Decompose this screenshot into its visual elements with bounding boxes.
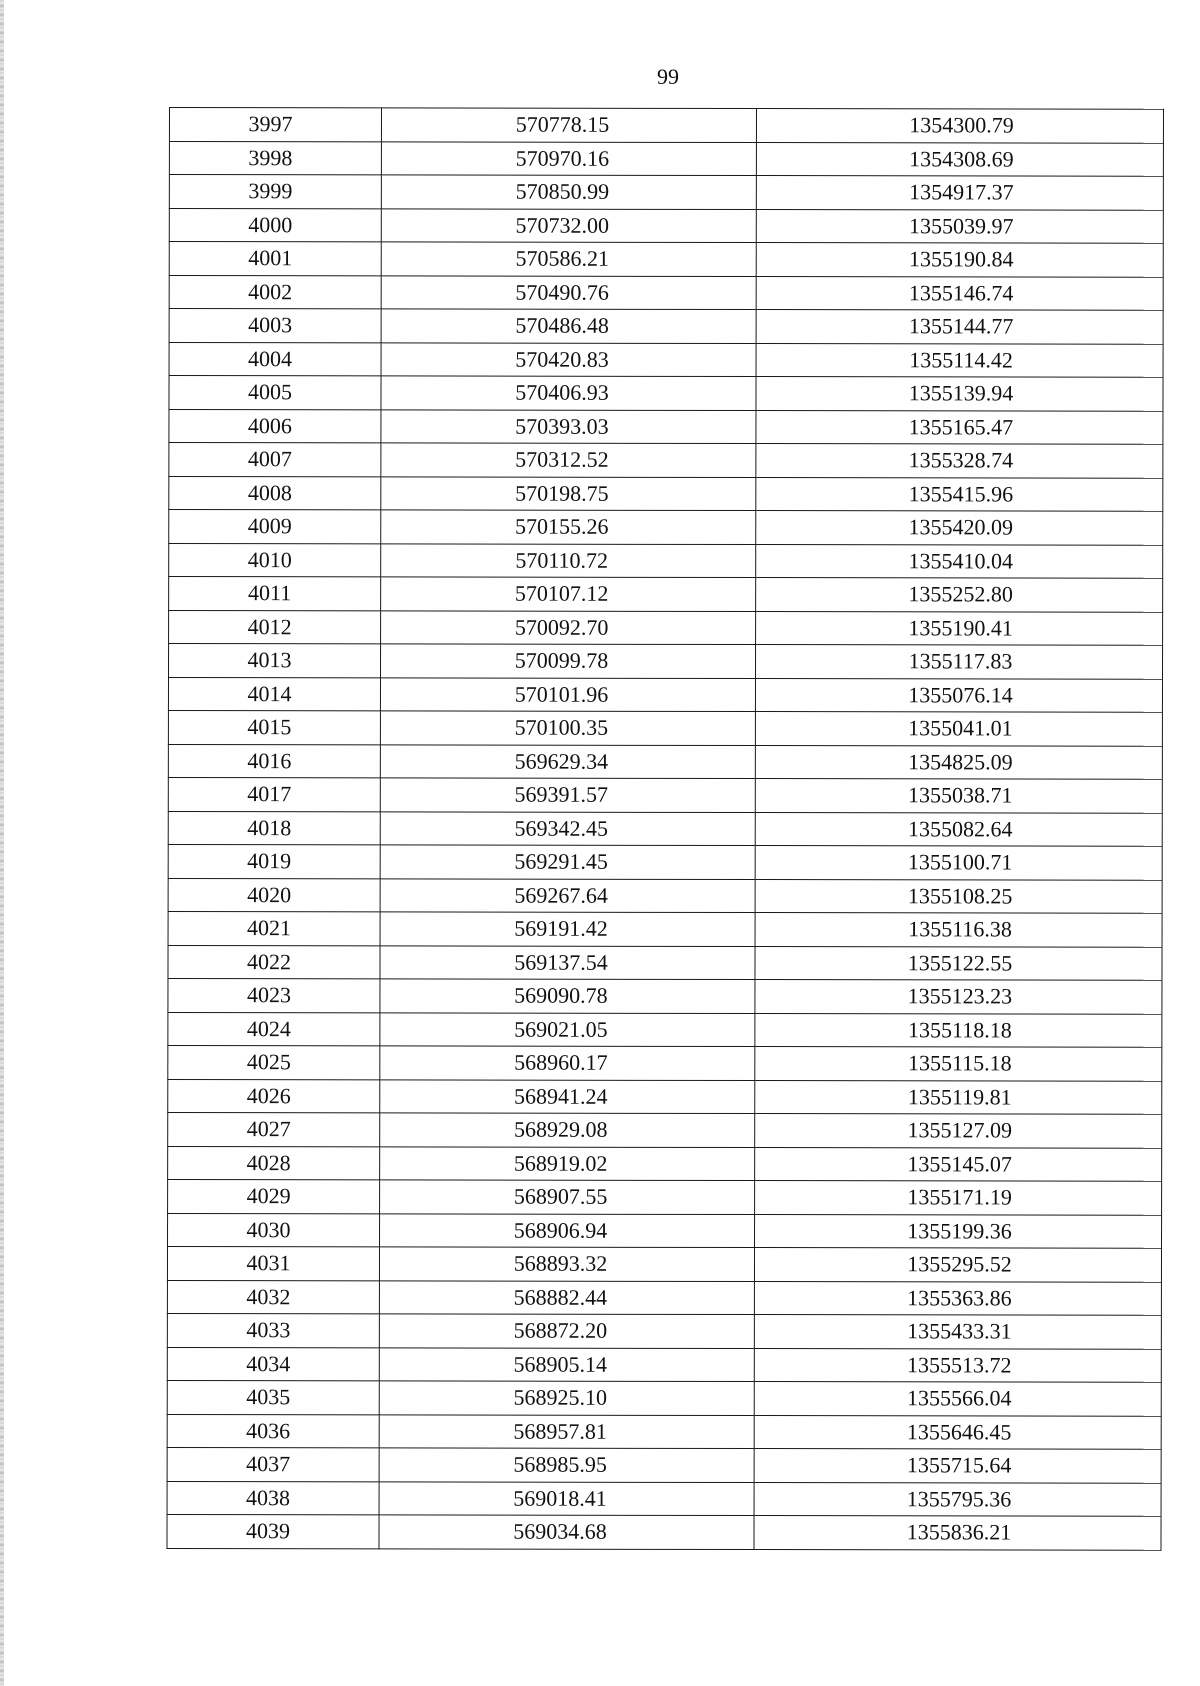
point-number-cell: 4017 (168, 777, 380, 811)
point-number-cell: 4033 (167, 1313, 379, 1347)
y-coordinate-cell: 1355146.74 (756, 276, 1163, 310)
table-row (169, 409, 1163, 444)
point-number-cell: 4018 (168, 811, 380, 845)
table-row (167, 1246, 1161, 1281)
table-row (167, 1481, 1161, 1516)
table-row (168, 1012, 1162, 1047)
page-number: 99 (657, 64, 679, 89)
table-row (169, 510, 1163, 545)
table-row (169, 376, 1163, 411)
table-row (169, 577, 1163, 612)
y-coordinate-cell: 1355039.97 (756, 209, 1163, 243)
y-coordinate-cell: 1355513.72 (754, 1348, 1161, 1382)
table-row (167, 1447, 1161, 1482)
x-coordinate-cell: 569034.68 (379, 1515, 754, 1549)
point-number-cell: 4013 (169, 644, 381, 678)
point-number-cell: 4031 (167, 1246, 379, 1280)
point-number-cell: 4027 (168, 1112, 380, 1146)
table-row (168, 1112, 1162, 1147)
y-coordinate-cell: 1355328.74 (756, 444, 1163, 478)
y-coordinate-cell: 1355115.18 (755, 1047, 1162, 1081)
point-number-cell: 4030 (168, 1213, 380, 1247)
point-number-cell: 4016 (168, 744, 380, 778)
table-row (168, 844, 1162, 879)
y-coordinate-cell: 1355119.81 (755, 1080, 1162, 1114)
point-number-cell: 4022 (168, 945, 380, 979)
table-row (168, 1213, 1162, 1248)
point-number-cell: 4000 (169, 208, 381, 242)
x-coordinate-cell: 568957.81 (379, 1414, 754, 1448)
table-row (169, 342, 1163, 377)
x-coordinate-cell: 570586.21 (381, 242, 756, 276)
point-number-cell: 4003 (169, 309, 381, 343)
y-coordinate-cell: 1355420.09 (756, 511, 1163, 545)
x-coordinate-cell: 568925.10 (379, 1381, 754, 1415)
table-row (168, 911, 1162, 946)
x-coordinate-cell: 570099.78 (381, 644, 756, 678)
table-row (169, 108, 1163, 143)
y-coordinate-cell: 1355646.45 (754, 1415, 1161, 1449)
point-number-cell: 4021 (168, 911, 380, 945)
table-row (168, 811, 1162, 846)
table-row (167, 1347, 1161, 1382)
x-coordinate-cell: 570420.83 (381, 342, 756, 376)
point-number-cell: 4001 (169, 242, 381, 276)
point-number-cell: 4023 (168, 978, 380, 1012)
point-number-cell: 4025 (168, 1045, 380, 1079)
point-number-cell: 4014 (168, 677, 380, 711)
coordinates-table-body (167, 108, 1164, 1550)
x-coordinate-cell: 570107.12 (381, 577, 756, 611)
point-number-cell: 3998 (169, 141, 381, 175)
x-coordinate-cell: 568872.20 (379, 1314, 754, 1348)
table-row (169, 175, 1163, 210)
y-coordinate-cell: 1355100.71 (755, 846, 1162, 880)
x-coordinate-cell: 570732.00 (381, 208, 756, 242)
y-coordinate-cell: 1354825.09 (755, 745, 1162, 779)
table-row (169, 309, 1163, 344)
y-coordinate-cell: 1355165.47 (756, 410, 1163, 444)
x-coordinate-cell: 569629.34 (380, 744, 755, 778)
point-number-cell: 4024 (168, 1012, 380, 1046)
table-row (167, 1280, 1161, 1315)
x-coordinate-cell: 570092.70 (381, 610, 756, 644)
x-coordinate-cell: 568929.08 (380, 1113, 755, 1147)
x-coordinate-cell: 570198.75 (381, 476, 756, 510)
table-row (169, 208, 1163, 243)
point-number-cell: 4010 (169, 543, 381, 577)
y-coordinate-cell: 1354917.37 (756, 176, 1163, 210)
table-row (168, 1079, 1162, 1114)
point-number-cell: 4026 (168, 1079, 380, 1113)
point-number-cell: 4012 (169, 610, 381, 644)
x-coordinate-cell: 568906.94 (380, 1213, 755, 1247)
table-row (169, 141, 1163, 176)
point-number-cell: 4034 (167, 1347, 379, 1381)
point-number-cell: 4011 (169, 577, 381, 611)
point-number-cell: 4005 (169, 376, 381, 410)
point-number-cell: 4028 (168, 1146, 380, 1180)
y-coordinate-cell: 1355836.21 (754, 1516, 1161, 1550)
table-row (168, 978, 1162, 1013)
point-number-cell: 4006 (169, 409, 381, 443)
y-coordinate-cell: 1355415.96 (756, 477, 1163, 511)
x-coordinate-cell: 569391.57 (380, 778, 755, 812)
y-coordinate-cell: 1355252.80 (756, 578, 1163, 612)
point-number-cell: 4032 (167, 1280, 379, 1314)
point-number-cell: 4015 (168, 710, 380, 744)
y-coordinate-cell: 1355114.42 (756, 343, 1163, 377)
y-coordinate-cell: 1355041.01 (755, 712, 1162, 746)
x-coordinate-cell: 569018.41 (379, 1481, 754, 1515)
x-coordinate-cell: 568919.02 (380, 1146, 755, 1180)
y-coordinate-cell: 1354300.79 (756, 109, 1163, 143)
point-number-cell: 4002 (169, 275, 381, 309)
table-row (169, 476, 1163, 511)
point-number-cell: 4008 (169, 476, 381, 510)
point-number-cell: 4036 (167, 1414, 379, 1448)
x-coordinate-cell: 569267.64 (380, 878, 755, 912)
table-row (169, 443, 1163, 478)
y-coordinate-cell: 1355171.19 (755, 1181, 1162, 1215)
table-row (169, 644, 1163, 679)
x-coordinate-cell: 569021.05 (380, 1012, 755, 1046)
scan-edge (0, 0, 4, 1686)
y-coordinate-cell: 1355295.52 (754, 1248, 1161, 1282)
x-coordinate-cell: 570155.26 (381, 510, 756, 544)
y-coordinate-cell: 1355127.09 (755, 1114, 1162, 1148)
y-coordinate-cell: 1355199.36 (755, 1214, 1162, 1248)
y-coordinate-cell: 1355410.04 (756, 544, 1163, 578)
x-coordinate-cell: 569137.54 (380, 945, 755, 979)
x-coordinate-cell: 570970.16 (381, 141, 756, 175)
x-coordinate-cell: 570393.03 (381, 409, 756, 443)
x-coordinate-cell: 568893.32 (379, 1247, 754, 1281)
coordinates-table (166, 107, 1164, 1550)
table-row (168, 744, 1162, 779)
y-coordinate-cell: 1355363.86 (754, 1281, 1161, 1315)
x-coordinate-cell: 569090.78 (380, 979, 755, 1013)
x-coordinate-cell: 568960.17 (380, 1046, 755, 1080)
y-coordinate-cell: 1355108.25 (755, 879, 1162, 913)
y-coordinate-cell: 1355038.71 (755, 779, 1162, 813)
y-coordinate-cell: 1355117.83 (756, 645, 1163, 679)
table-row (168, 1179, 1162, 1214)
table-row (168, 1146, 1162, 1181)
table-row (169, 242, 1163, 277)
table-row (169, 543, 1163, 578)
table-row (168, 777, 1162, 812)
point-number-cell: 3997 (169, 108, 381, 142)
x-coordinate-cell: 570486.48 (381, 309, 756, 343)
x-coordinate-cell: 569191.42 (380, 912, 755, 946)
x-coordinate-cell: 569342.45 (380, 811, 755, 845)
y-coordinate-cell: 1355076.14 (755, 678, 1162, 712)
x-coordinate-cell: 568907.55 (380, 1180, 755, 1214)
point-number-cell: 4038 (167, 1481, 379, 1515)
x-coordinate-cell: 570100.35 (380, 711, 755, 745)
point-number-cell: 4004 (169, 342, 381, 376)
table-row (167, 1313, 1161, 1348)
x-coordinate-cell: 570101.96 (380, 677, 755, 711)
y-coordinate-cell: 1355144.77 (756, 310, 1163, 344)
point-number-cell: 4007 (169, 443, 381, 477)
table-row (167, 1380, 1161, 1415)
x-coordinate-cell: 569291.45 (380, 845, 755, 879)
point-number-cell: 3999 (169, 175, 381, 209)
y-coordinate-cell: 1355795.36 (754, 1482, 1161, 1516)
point-number-cell: 4035 (167, 1380, 379, 1414)
table-row (168, 945, 1162, 980)
point-number-cell: 4039 (167, 1514, 379, 1548)
y-coordinate-cell: 1355190.84 (756, 243, 1163, 277)
x-coordinate-cell: 570850.99 (381, 175, 756, 209)
y-coordinate-cell: 1354308.69 (756, 142, 1163, 176)
y-coordinate-cell: 1355566.04 (754, 1382, 1161, 1416)
y-coordinate-cell: 1355190.41 (756, 611, 1163, 645)
y-coordinate-cell: 1355715.64 (754, 1449, 1161, 1483)
table-row (167, 1514, 1161, 1549)
point-number-cell: 4019 (168, 844, 380, 878)
table-row (167, 1414, 1161, 1449)
table-row (168, 878, 1162, 913)
x-coordinate-cell: 568985.95 (379, 1448, 754, 1482)
point-number-cell: 4037 (167, 1447, 379, 1481)
y-coordinate-cell: 1355122.55 (755, 946, 1162, 980)
x-coordinate-cell: 570110.72 (381, 543, 756, 577)
x-coordinate-cell: 570778.15 (381, 108, 756, 142)
y-coordinate-cell: 1355139.94 (756, 377, 1163, 411)
table-row (168, 1045, 1162, 1080)
x-coordinate-cell: 570406.93 (381, 376, 756, 410)
table-row (169, 610, 1163, 645)
x-coordinate-cell: 568882.44 (379, 1280, 754, 1314)
x-coordinate-cell: 568905.14 (379, 1347, 754, 1381)
y-coordinate-cell: 1355433.31 (754, 1315, 1161, 1349)
table-row (168, 677, 1162, 712)
x-coordinate-cell: 568941.24 (380, 1079, 755, 1113)
table-row (169, 275, 1163, 310)
table-row (168, 710, 1162, 745)
y-coordinate-cell: 1355082.64 (755, 812, 1162, 846)
point-number-cell: 4029 (168, 1179, 380, 1213)
x-coordinate-cell: 570490.76 (381, 275, 756, 309)
y-coordinate-cell: 1355116.38 (755, 913, 1162, 947)
x-coordinate-cell: 570312.52 (381, 443, 756, 477)
y-coordinate-cell: 1355145.07 (755, 1147, 1162, 1181)
point-number-cell: 4020 (168, 878, 380, 912)
y-coordinate-cell: 1355123.23 (755, 980, 1162, 1014)
y-coordinate-cell: 1355118.18 (755, 1013, 1162, 1047)
point-number-cell: 4009 (169, 510, 381, 544)
